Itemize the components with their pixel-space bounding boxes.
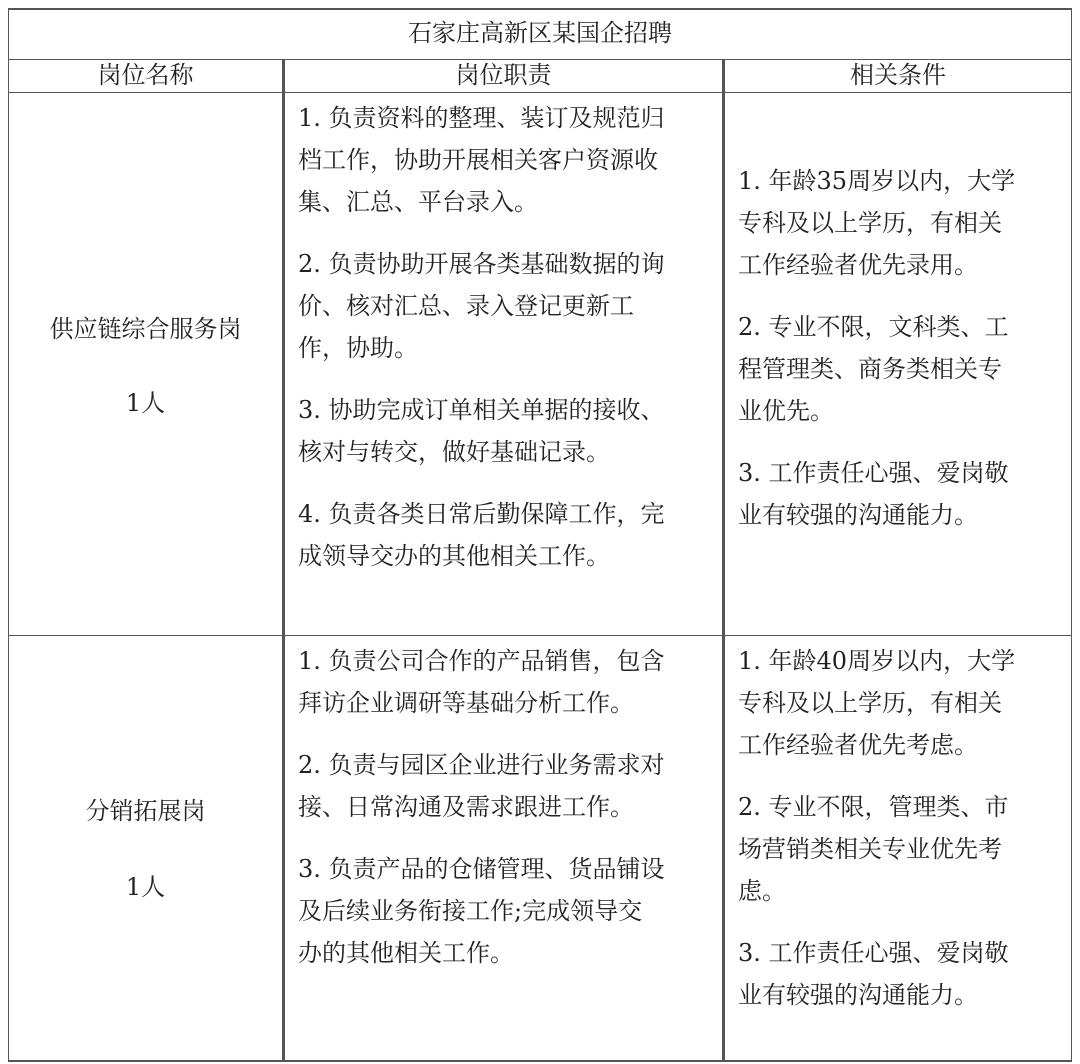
row2-requirement-1: 1. 年龄40周岁以内，大学 专科及以上学历，有相关 工作经验者优先考虑。: [738, 647, 1016, 759]
row2-duty-1: 1. 负责公司合作的产品销售，包含 拜访企业调研等基础分析工作。: [298, 647, 665, 717]
row2-requirement-3: 3. 工作责任心强、爱岗敬 业有较强的沟通能力。: [738, 939, 1009, 1009]
table-border-top: [8, 8, 1072, 10]
header-duties: 岗位职责: [455, 61, 552, 89]
row2-duty-3: 3. 负责产品的仓储管理、货品铺设 及后续业务衔接工作;完成领导交 办的其他相关工作。: [298, 855, 665, 967]
row2-position-name: 分销拓展岗: [85, 797, 206, 825]
table-border-right: [1071, 8, 1072, 1062]
row2-duty-2: 2. 负责与园区企业进行业务需求对 接、日常沟通及需求跟进工作。: [298, 751, 665, 821]
row2-duties: [298, 640, 665, 974]
column-divider-2: [722, 60, 725, 1062]
row2-requirement-2: 2. 专业不限，管理类、市 场营销类相关专业优先考 虑。: [738, 793, 1009, 905]
column-divider-1: [282, 60, 285, 1062]
row1-duty-4: 4. 负责各类日常后勤保障工作，完 成领导交办的其他相关工作。: [298, 500, 665, 570]
row-divider: [8, 635, 1072, 636]
row1-duty-2: 2. 负责协助开展各类基础数据的询 价、核对汇总、录入登记更新工 作，协助。: [298, 250, 665, 362]
row1-headcount: 1人: [125, 389, 166, 417]
row1-position-name: 供应链综合服务岗: [49, 315, 242, 343]
row2-requirements: [738, 640, 1015, 1016]
header-position-name: 岗位名称: [97, 61, 194, 89]
row1-duty-3: 3. 协助完成订单相关单据的接收、 核对与转交，做好基础记录。: [298, 396, 665, 466]
row1-requirements: [738, 160, 1015, 536]
row1-requirement-1: 1. 年龄35周岁以内，大学 专科及以上学历，有相关 工作经验者优先录用。: [738, 167, 1016, 279]
table-title: 石家庄高新区某国企招聘: [408, 19, 672, 47]
row2-headcount: 1人: [125, 873, 166, 901]
row1-duties: [298, 97, 665, 577]
row1-requirement-3: 3. 工作责任心强、爱岗敬 业有较强的沟通能力。: [738, 459, 1009, 529]
row1-duty-1: 1. 负责资料的整理、装订及规范归 档工作，协助开展相关客户资源收 集、汇总、平台录入。: [298, 104, 665, 216]
row1-requirement-2: 2. 专业不限，文科类、工 程管理类、商务类相关专 业优先。: [738, 313, 1009, 425]
table-border-bottom: [8, 1060, 1072, 1062]
header-requirements: 相关条件: [850, 61, 946, 89]
